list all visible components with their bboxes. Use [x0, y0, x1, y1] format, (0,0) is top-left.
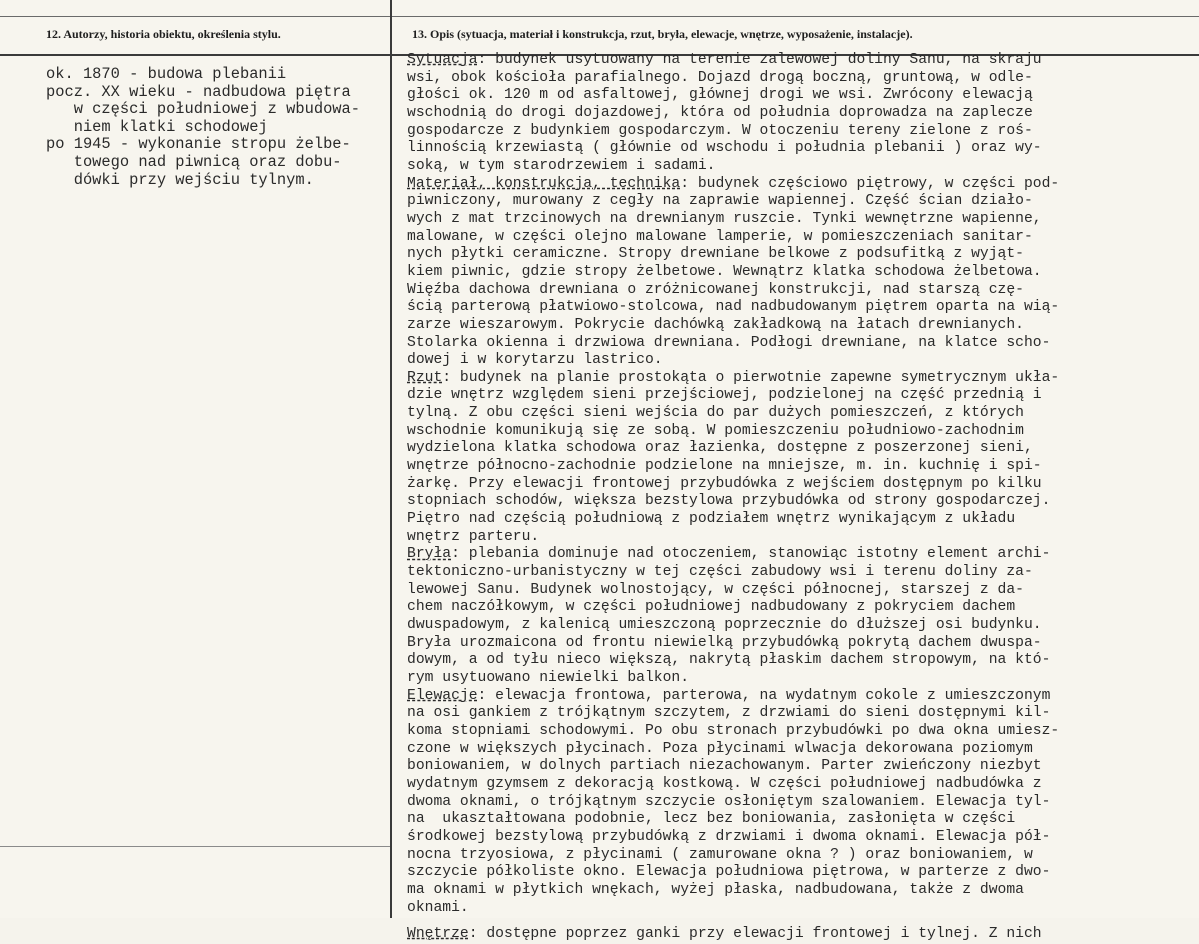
section-line: ścią parterową płatwiowo-stolcowa, nad nadbudowanym piętrem oparta na wią- — [407, 299, 1060, 316]
section-line: na ukaształtowana podobnie, lecz bez boniowania, zasłonięta w części — [407, 811, 1016, 828]
section-line: oknami. — [407, 899, 469, 916]
history-header: 12. Autorzy, historia obiektu, określenia stylu. — [46, 27, 281, 41]
section-line: koma stopniami schodowymi. Po obu stronach przybudówki po dwa okna umiesz- — [407, 722, 1060, 739]
left-bottom-rule — [0, 846, 390, 847]
section-line: zarze wieszarowym. Pokrycie dachówką zakładkową na łatach drewnianych. — [407, 316, 1024, 333]
section-line: wydatnym gzymsem z dekoracją kostkową. W części południowej nadbudówka z — [407, 775, 1042, 792]
section-line: Stolarka okienna i drzwiowa drewniana. Podłogi drewniane, na klatce scho- — [407, 334, 1051, 351]
column-divider — [390, 0, 392, 918]
section-first-line — [407, 688, 1197, 706]
history-line: ok. 1870 - budowa plebanii — [46, 65, 287, 83]
history-line: niem klatki schodowej — [46, 117, 268, 136]
section-label: Materiał, konstrukcja, technika — [407, 175, 681, 192]
section-line: czone w większych płycinach. Poza płycinami wlwacja dekorowana poziomym — [407, 740, 1033, 757]
top-rule — [0, 16, 1199, 17]
section-line: żarkę. Przy elewacji frontowej przybudówka z wejściem dostępnym po kilku — [407, 475, 1042, 492]
section-text: : plebania dominuje nad otoczeniem, stanowiąc istotny element archi- — [451, 546, 1051, 563]
section-line: soką, w tym starodrzewiem i sadami. — [407, 157, 716, 174]
section-label: Bryła — [407, 546, 452, 563]
section-label: Sytuacja — [407, 52, 478, 68]
section-line: wschodnie komunikują się ze sobą. W pomieszczeniu południowo-zachodnim — [407, 422, 1024, 439]
section-line: głości ok. 120 m od asfaltowej, głównej drogi we wsi. Zwrócony elewacją — [407, 87, 1033, 104]
section-line: linnością krzewiastą ( głównie od wschodu i południa plebanii ) oraz wy- — [407, 140, 1042, 157]
section-line: wydzielona klatka schodowa oraz łazienka, dostępne z poszerzonej sieni, — [407, 440, 1033, 457]
section-text: : budynek częściowo piętrowy, w części pod- — [680, 175, 1060, 192]
section-line: tylną. Z obu części sieni wejścia do par dużych pomieszczeń, z których — [407, 405, 1024, 422]
history-column — [46, 66, 386, 189]
section-first-line — [407, 926, 1197, 944]
section-line: rym usytuowano niewielki balkon. — [407, 669, 690, 686]
section-line: szczycie półkoliste okno. Elewacja południowa piętrowa, w parterze z dwo- — [407, 864, 1051, 881]
section-line: dwoma oknami, o trójkątnym szczycie osłoniętym szalowaniem. Elewacja tyl- — [407, 793, 1051, 810]
section-line: Więźba dachowa drewniana o zróżnicowanej konstrukcji, nad starszą czę- — [407, 281, 1024, 298]
description-column — [407, 52, 1197, 944]
section-label: Elewacje — [407, 687, 478, 704]
section-line: wnętrze północno-zachodnie podzielone na mniejsze, m. in. kuchnię i spi- — [407, 458, 1042, 475]
section-first-line — [407, 52, 1197, 70]
section-line: stopniach schodów, większa bezstylowa przybudówka od strony gospodarczej. — [407, 493, 1051, 510]
section-line: wsi, obok kościoła parafialnego. Dojazd drogą boczną, gruntową, w odle- — [407, 69, 1033, 86]
section-line: Piętro nad częścią południową z podziałem wnętrz wynikającym z układu — [407, 511, 1016, 528]
section-line: dowej i w korytarzu lastrico. — [407, 352, 663, 369]
section-line: dzie wnętrz względem sieni przejściowej, podzielonej na część przednią i — [407, 387, 1042, 404]
section-gap — [407, 917, 1197, 926]
section-line: lewowej Sanu. Budynek wolnostojący, w części północnej, starszej z da- — [407, 581, 1024, 598]
section-label: Wnętrze — [407, 926, 469, 943]
section-line: dwuspadowym, z kalenicą umieszczoną poprzecznie do dłuższej osi budynku. — [407, 617, 1042, 633]
section-text: : budynek usytuowany na terenie zalewowej doliny Sanu, na skraju — [477, 52, 1042, 68]
history-line: dówki przy wejściu tylnym. — [46, 170, 314, 189]
section-first-line — [407, 176, 1197, 194]
section-line: wnętrz parteru. — [407, 528, 540, 545]
section-line: wych z mat trzcinowych na drewnianym ruszcie. Tynki wewnętrzne wapienne, — [407, 210, 1042, 227]
history-line: towego nad piwnicą oraz dobu- — [46, 152, 342, 171]
section-line: tektoniczno-urbanistyczny w tej części zabudowy wsi i terenu doliny za- — [407, 564, 1033, 581]
section-text: : budynek na planie prostokąta o pierwotnie zapewne symetrycznym ukła- — [442, 369, 1060, 386]
section-line: kiem piwnic, gdzie stropy żelbetowe. Wewnątrz klatka schodowa żelbetowa. — [407, 263, 1042, 280]
section-line: piwniczony, murowany z cegły na zaprawie wapiennej. Część ścian działo- — [407, 193, 1033, 210]
section-line: nocna trzyosiowa, z płycinami ( zamurowane okna ? ) oraz boniowaniem, w — [407, 846, 1033, 863]
section-line: środkowej bezstylową przybudówką z drzwiami i dwoma oknami. Elewacja pół- — [407, 828, 1051, 845]
section-line: malowane, w części olejno malowane lamperie, w pomieszczeniach sanitar- — [407, 228, 1033, 245]
section-line: ma oknami w płytkich wnękach, wyżej płaska, nadbudowana, także z dwoma — [407, 881, 1024, 898]
section-text: : dostępne poprzez ganki przy elewacji frontowej i tylnej. Z nich — [468, 926, 1042, 943]
section-line: boniowaniem, w dolnych partiach niezachowanym. Parter zwieńczony niezbyt — [407, 758, 1042, 775]
section-line: wschodnią do drogi dojazdowej, która od południa doprowadza na zaplecze — [407, 104, 1033, 121]
section-line: na osi gankiem z trójkątnym szczytem, z drzwiami do sieni dostępnymi kil- — [407, 705, 1051, 722]
section-first-line — [407, 546, 1197, 564]
history-line: w części południowej z wbudowa- — [46, 100, 361, 119]
section-line: dowym, a od tyłu nieco większą, nakrytą płaskim dachem stropowym, na któ- — [407, 652, 1051, 669]
section-label: Rzut — [407, 369, 443, 386]
history-line: po 1945 - wykonanie stropu żelbe- — [46, 135, 351, 154]
section-line: nych płytki ceramiczne. Stropy drewniane belkowe z podsufitką z wyjąt- — [407, 246, 1024, 263]
section-first-line — [407, 370, 1197, 388]
description-header: 13. Opis (sytuacja, materiał i konstrukcja, rzut, bryła, elewacje, wnętrze, wyposażenie, instalacje). — [412, 27, 913, 41]
section-text: : elewacja frontowa, parterowa, na wydatnym cokole z umieszczonym — [477, 687, 1051, 704]
section-line: Bryła urozmaicona od frontu niewielką przybudówką pokrytą dachem dwuspa- — [407, 634, 1042, 651]
section-line: gospodarcze z budynkiem gospodarczym. W otoczeniu tereny zielone z roś- — [407, 122, 1033, 139]
history-line: pocz. XX wieku - nadbudowa piętra — [46, 82, 351, 101]
section-line: chem naczółkowym, w części południowej nadbudowany z pokryciem dachem — [407, 599, 1016, 616]
